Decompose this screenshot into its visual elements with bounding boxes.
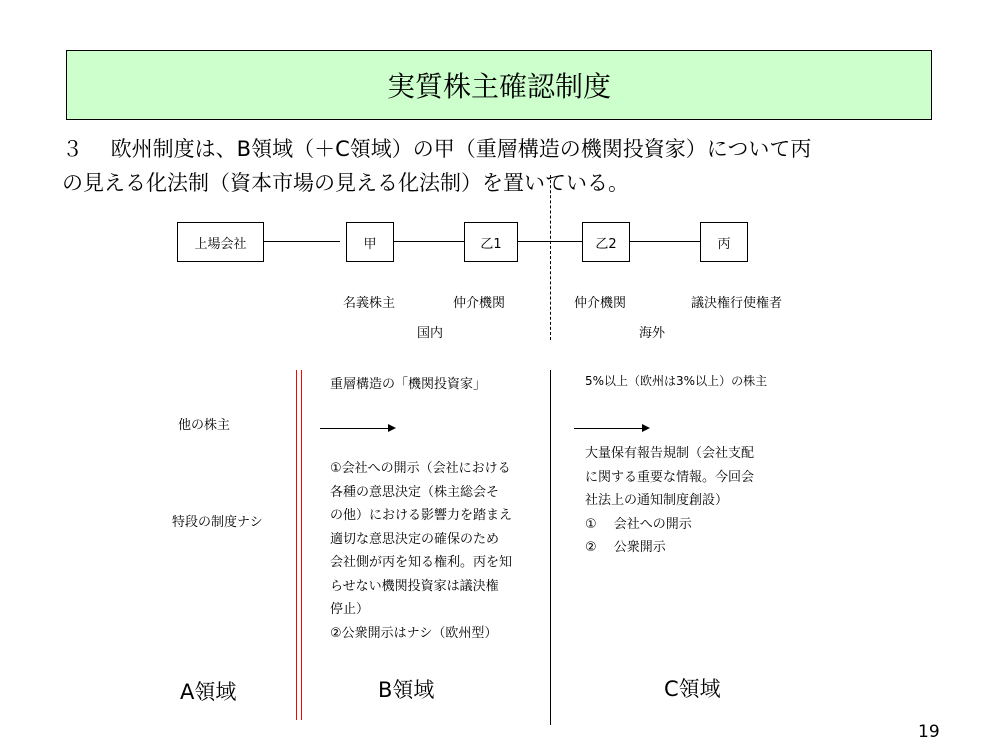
- area-c-line: 社法上の通知制度創設）: [585, 493, 729, 508]
- overseas-label: 海外: [639, 326, 666, 341]
- title-box: [66, 50, 932, 120]
- red-divider-line: [301, 370, 302, 720]
- intro-line-1: ３ 欧州制度は、B領域（＋C領域）の甲（重層構造の機関投資家）について丙: [62, 137, 812, 161]
- area-b-line: 停止）: [330, 602, 370, 617]
- arrow-right-icon: [320, 428, 394, 429]
- node-kou: 甲: [346, 222, 394, 262]
- other-shareholders-label: 他の株主: [178, 418, 231, 433]
- node-listed-company: 上場会社: [177, 222, 264, 262]
- area-c-line: ① 会社への開示: [585, 516, 692, 532]
- area-b-label: B領域: [378, 678, 435, 702]
- connector-line: [518, 241, 582, 242]
- area-c-label: C領域: [664, 677, 721, 701]
- area-b-text: [330, 457, 512, 645]
- area-b-line: の他）における影響力を踏まえ: [330, 508, 513, 523]
- area-b-heading: 重層構造の「機関投資家」: [330, 377, 487, 392]
- role-voting-rights-holder: 議決権行使権者: [691, 296, 783, 311]
- area-c-heading: 5%以上（欧州は3%以上）の株主: [585, 374, 768, 388]
- arrow-right-icon: [574, 428, 648, 429]
- node-hei: 丙: [700, 222, 748, 262]
- area-c-line: ② 公衆開示: [585, 540, 666, 555]
- area-c-line: 大量保有報告規制（会社支配: [585, 446, 755, 461]
- area-c-line: に関する重要な情報。今回会: [585, 469, 755, 485]
- node-otsu-2: 乙2: [582, 222, 630, 262]
- domestic-overseas-divider: [550, 175, 551, 340]
- area-b-line: ②公衆開示はナシ（欧州型）: [330, 625, 498, 641]
- connector-line: [264, 241, 340, 242]
- area-b-line: ①会社への開示（会社における: [330, 461, 511, 476]
- domestic-label: 国内: [417, 326, 444, 341]
- red-divider-line: [296, 370, 297, 720]
- connector-line: [630, 241, 700, 242]
- area-b-line: らせない機関投資家は議決権: [330, 578, 499, 594]
- intro-line-2: の見える化法制（資本市場の見える化法制）を置いている。: [62, 171, 629, 195]
- area-b-line: 適切な意思決定の確保のため: [330, 531, 500, 547]
- node-otsu-1: 乙1: [464, 222, 518, 262]
- page-title: 実質株主確認制度: [386, 70, 611, 103]
- no-system-label: 特段の制度ナシ: [172, 515, 263, 530]
- role-intermediary-1: 仲介機関: [453, 296, 506, 311]
- area-c-text: [585, 442, 754, 560]
- area-b-line: 会社側が丙を知る権利。丙を知: [330, 555, 513, 570]
- connector-line: [394, 241, 464, 242]
- role-intermediary-2: 仲介機関: [574, 296, 627, 311]
- page-number: 19: [918, 722, 940, 742]
- area-a-label: A領域: [180, 680, 237, 704]
- role-nominee-shareholder: 名義株主: [343, 296, 396, 311]
- b-c-divider: [550, 370, 551, 725]
- area-b-line: 各種の意思決定（株主総会そ: [330, 484, 500, 500]
